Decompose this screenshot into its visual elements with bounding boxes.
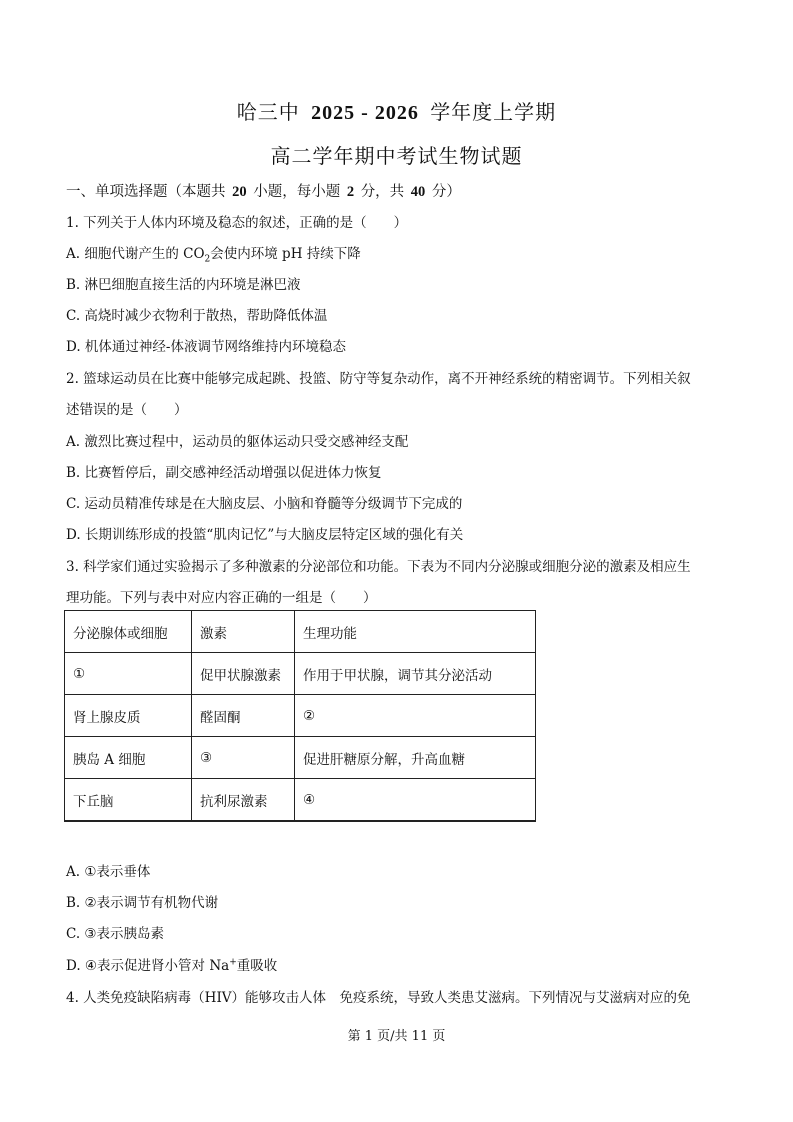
q1-option-a-text: A. 细胞代谢产生的 CO (66, 246, 205, 262)
section-count: 20 (232, 184, 247, 200)
q1-option-d[interactable]: D. 机体通过神经-体液调节网络维持内环境稳态 (66, 339, 346, 355)
q2-stem-line-1: 2. 篮球运动员在比赛中能够完成起跳、投篮、防守等复杂动作，离不开神经系统的精密调节。下列相关叙 (66, 371, 691, 387)
table-cell: 促甲状腺激素 (192, 653, 295, 695)
table-row (65, 779, 536, 822)
q1-option-c[interactable]: C. 高烧时减少衣物利于散热，帮助降低体温 (66, 308, 328, 324)
q3-option-d-sup: + (229, 957, 237, 968)
section-text-4: 分） (431, 184, 461, 200)
table-cell: ① (65, 653, 192, 695)
q2-stem-line-2: 述错误的是（ ） (66, 402, 188, 418)
section-points-each: 2 (346, 184, 355, 200)
q2-option-d[interactable]: D. 长期训练形成的投篮“肌肉记忆”与大脑皮层特定区域的强化有关 (66, 527, 464, 543)
q1-option-a-sub: 2 (204, 254, 211, 265)
table-row (65, 653, 536, 695)
table-cell: ② (295, 695, 536, 737)
table-header-cell: 激素 (192, 611, 295, 653)
q3-option-a[interactable]: A. ①表示垂体 (66, 864, 151, 880)
q3-option-c[interactable]: C. ③表示胰岛素 (66, 926, 165, 942)
title-term: 学年度上学期 (430, 100, 557, 124)
table-header-row (65, 611, 536, 653)
title-years: 2025 - 2026 (311, 102, 419, 124)
q1-option-a-text-end: 会使内环境 pH 持续下降 (210, 246, 361, 262)
q1-option-a[interactable] (66, 242, 361, 265)
section-text-3: 分，共 (360, 184, 405, 200)
q2-option-c[interactable]: C. 运动员精准传球是在大脑皮层、小脑和脊髓等分级调节下完成的 (66, 496, 463, 512)
exam-title (0, 96, 793, 125)
section-heading (66, 180, 461, 201)
table-cell: 醛固酮 (192, 695, 295, 737)
table-row (65, 695, 536, 737)
table-cell: ④ (295, 779, 536, 822)
table-cell: 作用于甲状腺，调节其分泌活动 (295, 653, 536, 695)
q3-stem-line-1: 3. 科学家们通过实验揭示了多种激素的分泌部位和功能。下表为不同内分泌腺或细胞分泌的激素及相应生 (66, 559, 691, 575)
exam-subtitle: 高二学年期中考试生物试题 (270, 144, 523, 168)
table-cell: 胰岛 A 细胞 (65, 737, 192, 779)
hormone-table (64, 610, 536, 822)
section-text-2: 小题，每小题 (253, 184, 341, 200)
table-cell: 下丘脑 (65, 779, 192, 822)
section-points-total: 40 (410, 184, 426, 200)
q1-option-b[interactable]: B. 淋巴细胞直接生活的内环境是淋巴液 (66, 277, 301, 293)
page-number: 第 1 页/共 11 页 (347, 1029, 446, 1044)
q3-option-b[interactable]: B. ②表示调节有机物代谢 (66, 895, 219, 911)
q1-stem: 1. 下列关于人体内环境及稳态的叙述，正确的是（ ） (66, 215, 408, 231)
table-header-cell: 生理功能 (295, 611, 536, 653)
q3-option-d-text-end: 重吸收 (236, 958, 278, 974)
q3-option-d-text: D. ④表示促进肾小管对 Na (66, 958, 230, 974)
table-cell: ③ (192, 737, 295, 779)
table-cell: 抗利尿激素 (192, 779, 295, 822)
q2-option-b[interactable]: B. 比赛暂停后，副交感神经活动增强以促进体力恢复 (66, 465, 382, 481)
q2-option-a[interactable]: A. 激烈比赛过程中，运动员的躯体运动只受交感神经支配 (66, 434, 409, 450)
title-school: 哈三中 (236, 100, 300, 124)
q4-stem-line-1: 4. 人类免疫缺陷病毒（HIV）能够攻击人体 免疫系统，导致人类患艾滋病。下列情况与艾滋病对应的免 (66, 990, 691, 1006)
q3-option-d[interactable] (66, 954, 277, 974)
table-cell: 促进肝糖原分解，升高血糖 (295, 737, 536, 779)
section-text-1: 一、单项选择题（本题共 (66, 184, 226, 200)
table-row (65, 737, 536, 779)
q3-stem-line-2: 理功能。下列与表中对应内容正确的一组是（ ） (66, 590, 377, 606)
table-header-cell: 分泌腺体或细胞 (65, 611, 192, 653)
table-cell: 肾上腺皮质 (65, 695, 192, 737)
